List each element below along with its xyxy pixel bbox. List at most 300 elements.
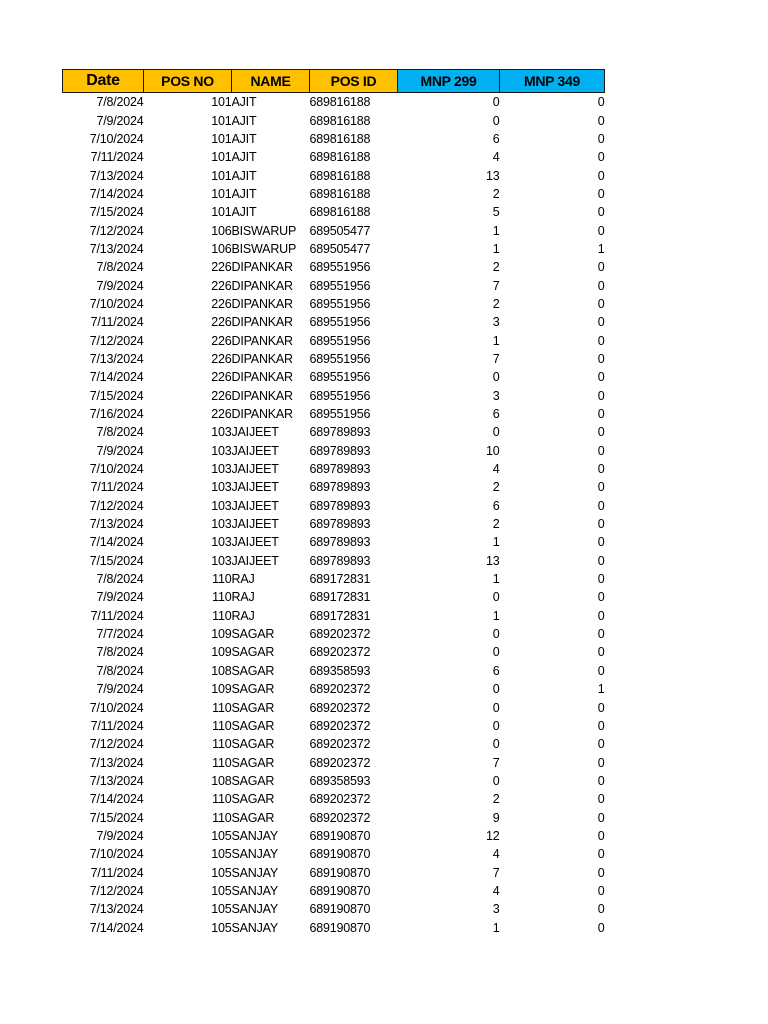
table-row xyxy=(63,515,605,533)
name-cell[interactable]: DIPANKAR xyxy=(231,260,293,275)
date-cell[interactable]: 7/10/2024 xyxy=(89,847,144,862)
name-cell[interactable]: JAIJEET xyxy=(231,425,279,440)
date-cell[interactable]: 7/10/2024 xyxy=(89,131,144,146)
name-cell[interactable]: SANJAY xyxy=(231,902,278,917)
name-cell[interactable]: DIPANKAR xyxy=(231,407,293,422)
mnp-299-cell[interactable]: 0 xyxy=(492,773,500,788)
mnp-349-cell[interactable]: 0 xyxy=(597,553,605,568)
pos-id-cell[interactable]: 689816188 xyxy=(309,205,371,220)
pos-id-cell[interactable]: 689190870 xyxy=(309,865,371,880)
pos-id-cell[interactable]: 689551956 xyxy=(309,278,371,293)
mnp-299-cell[interactable]: 10 xyxy=(485,443,500,458)
pos-no-cell[interactable]: 101 xyxy=(211,168,232,183)
mnp-349-cell[interactable]: 0 xyxy=(597,388,605,403)
pos-id-cell[interactable]: 689172831 xyxy=(309,590,371,605)
mnp-299-cell[interactable]: 13 xyxy=(485,553,500,568)
date-cell[interactable]: 7/9/2024 xyxy=(96,682,144,697)
mnp-349-cell[interactable]: 0 xyxy=(597,792,605,807)
mnp-299-cell[interactable]: 2 xyxy=(492,517,500,532)
pos-id-cell[interactable]: 689551956 xyxy=(309,296,371,311)
mnp-299-cell[interactable]: 0 xyxy=(492,95,500,110)
table-row xyxy=(63,442,605,460)
name-cell[interactable]: JAIJEET xyxy=(231,553,279,568)
mnp-349-cell[interactable]: 0 xyxy=(597,828,605,843)
mnp-299-cell[interactable]: 3 xyxy=(492,315,500,330)
pos-no-cell[interactable]: 101 xyxy=(211,113,232,128)
mnp-299-cell[interactable]: 2 xyxy=(492,260,500,275)
pos-id-cell[interactable]: 689172831 xyxy=(309,572,371,587)
pos-no-cell[interactable]: 105 xyxy=(211,920,232,935)
mnp-349-cell[interactable]: 0 xyxy=(597,113,605,128)
table-row xyxy=(63,662,605,680)
name-cell[interactable]: AJIT xyxy=(231,186,257,201)
pos-no-cell[interactable]: 105 xyxy=(211,828,232,843)
mnp-299-cell[interactable]: 0 xyxy=(492,700,500,715)
mnp-349-cell[interactable]: 0 xyxy=(597,773,605,788)
pos-no-cell[interactable]: 226 xyxy=(211,278,232,293)
mnp-349-cell[interactable]: 0 xyxy=(597,572,605,587)
pos-id-cell[interactable]: 689551956 xyxy=(309,351,371,366)
date-cell[interactable]: 7/11/2024 xyxy=(90,150,144,165)
name-cell[interactable]: SANJAY xyxy=(231,883,278,898)
pos-no-cell[interactable]: 226 xyxy=(211,260,232,275)
date-cell[interactable]: 7/10/2024 xyxy=(89,700,144,715)
name-cell[interactable]: JAIJEET xyxy=(231,498,279,513)
pos-id-cell[interactable]: 689202372 xyxy=(309,682,371,697)
pos-no-cell[interactable]: 103 xyxy=(211,480,232,495)
mnp-299-cell[interactable]: 1 xyxy=(492,241,500,256)
pos-id-cell[interactable]: 689789893 xyxy=(309,462,371,477)
pos-id-cell[interactable]: 689202372 xyxy=(309,810,371,825)
pos-no-cell[interactable]: 108 xyxy=(211,773,232,788)
name-cell[interactable]: RAJ xyxy=(231,608,255,623)
date-cell[interactable]: 7/16/2024 xyxy=(89,407,144,422)
date-cell[interactable]: 7/13/2024 xyxy=(89,351,144,366)
name-cell[interactable]: DIPANKAR xyxy=(231,333,293,348)
mnp-349-cell[interactable]: 0 xyxy=(597,627,605,642)
date-cell[interactable]: 7/14/2024 xyxy=(89,370,144,385)
pos-id-cell[interactable]: 689816188 xyxy=(309,186,371,201)
name-cell[interactable]: SAGAR xyxy=(231,700,275,715)
pos-id-cell[interactable]: 689789893 xyxy=(309,535,371,550)
table-row xyxy=(63,166,605,184)
date-cell[interactable]: 7/8/2024 xyxy=(96,95,144,110)
mnp-349-cell[interactable]: 0 xyxy=(597,865,605,880)
mnp-299-cell[interactable]: 9 xyxy=(492,810,500,825)
date-cell[interactable]: 7/14/2024 xyxy=(89,186,144,201)
mnp-349-cell[interactable]: 0 xyxy=(597,131,605,146)
mnp-299-cell[interactable]: 1 xyxy=(492,608,500,623)
date-cell[interactable]: 7/11/2024 xyxy=(90,608,144,623)
mnp-349-cell[interactable]: 0 xyxy=(597,315,605,330)
table-row xyxy=(63,240,605,258)
name-cell[interactable]: DIPANKAR xyxy=(231,351,293,366)
pos-no-cell[interactable]: 110 xyxy=(212,810,232,825)
name-cell[interactable]: AJIT xyxy=(231,95,257,110)
name-cell[interactable]: DIPANKAR xyxy=(231,315,293,330)
mnp-299-cell[interactable]: 1 xyxy=(492,333,500,348)
name-cell[interactable]: SANJAY xyxy=(231,920,278,935)
mnp-299-cell[interactable]: 4 xyxy=(492,847,500,862)
pos-id-cell[interactable]: 689190870 xyxy=(309,920,371,935)
mnp-349-cell[interactable]: 0 xyxy=(597,407,605,422)
pos-no-cell[interactable]: 226 xyxy=(211,296,232,311)
date-cell[interactable]: 7/12/2024 xyxy=(89,737,144,752)
pos-no-cell[interactable]: 226 xyxy=(211,388,232,403)
name-cell[interactable]: SANJAY xyxy=(231,847,278,862)
name-cell[interactable]: SAGAR xyxy=(231,718,275,733)
name-cell[interactable]: SAGAR xyxy=(231,627,275,642)
name-cell[interactable]: SAGAR xyxy=(231,792,275,807)
mnp-299-cell[interactable]: 4 xyxy=(492,883,500,898)
pos-no-cell[interactable]: 101 xyxy=(211,150,232,165)
mnp-299-cell[interactable]: 4 xyxy=(492,150,500,165)
name-cell[interactable]: AJIT xyxy=(231,113,257,128)
mnp-299-cell[interactable]: 5 xyxy=(492,205,500,220)
name-cell[interactable]: RAJ xyxy=(231,572,255,587)
mnp-349-cell[interactable]: 0 xyxy=(597,333,605,348)
pos-id-cell[interactable]: 689789893 xyxy=(309,553,371,568)
mnp-349-cell[interactable]: 0 xyxy=(597,443,605,458)
pos-id-cell[interactable]: 689358593 xyxy=(309,663,371,678)
name-cell[interactable]: SAGAR xyxy=(231,755,275,770)
mnp-349-cell[interactable]: 0 xyxy=(597,498,605,513)
name-cell[interactable]: SANJAY xyxy=(231,865,278,880)
mnp-349-cell[interactable]: 0 xyxy=(597,847,605,862)
pos-id-cell[interactable]: 689172831 xyxy=(309,608,371,623)
name-cell[interactable]: JAIJEET xyxy=(231,480,279,495)
date-cell[interactable]: 7/11/2024 xyxy=(90,315,144,330)
mnp-299-cell[interactable]: 1 xyxy=(492,223,500,238)
date-cell[interactable]: 7/9/2024 xyxy=(96,278,144,293)
mnp-349-cell[interactable]: 0 xyxy=(597,608,605,623)
mnp-299-cell[interactable]: 2 xyxy=(492,186,500,201)
mnp-349-cell[interactable]: 1 xyxy=(597,241,605,256)
name-cell[interactable]: SANJAY xyxy=(231,828,278,843)
pos-id-cell[interactable]: 689505477 xyxy=(309,223,371,238)
pos-no-cell[interactable]: 109 xyxy=(211,645,232,660)
table-row xyxy=(63,717,605,735)
date-cell[interactable]: 7/15/2024 xyxy=(89,205,144,220)
pos-id-cell[interactable]: 689551956 xyxy=(309,407,371,422)
mnp-299-cell[interactable]: 0 xyxy=(492,645,500,660)
mnp-299-cell[interactable]: 4 xyxy=(492,462,500,477)
mnp-299-cell[interactable]: 3 xyxy=(492,388,500,403)
mnp-299-cell[interactable]: 7 xyxy=(492,278,500,293)
mnp-299-cell[interactable]: 0 xyxy=(492,370,500,385)
header-mnp-349[interactable]: MNP 349 xyxy=(500,70,605,93)
table-row xyxy=(63,130,605,148)
date-cell[interactable]: 7/13/2024 xyxy=(89,755,144,770)
pos-no-cell[interactable]: 226 xyxy=(211,333,232,348)
date-cell[interactable]: 7/9/2024 xyxy=(96,113,144,128)
pos-id-cell[interactable]: 689551956 xyxy=(309,315,371,330)
header-date[interactable]: Date xyxy=(63,70,144,93)
mnp-349-cell[interactable]: 0 xyxy=(597,480,605,495)
pos-no-cell[interactable]: 103 xyxy=(211,517,232,532)
pos-no-cell[interactable]: 110 xyxy=(212,590,232,605)
pos-id-cell[interactable]: 689202372 xyxy=(309,627,371,642)
date-cell[interactable]: 7/12/2024 xyxy=(89,333,144,348)
pos-id-cell[interactable]: 689202372 xyxy=(309,755,371,770)
date-cell[interactable]: 7/12/2024 xyxy=(89,883,144,898)
pos-no-cell[interactable]: 110 xyxy=(212,572,232,587)
name-cell[interactable]: BISWARUP xyxy=(231,241,297,256)
name-cell[interactable]: AJIT xyxy=(231,131,257,146)
pos-id-cell[interactable]: 689358593 xyxy=(309,773,371,788)
mnp-299-cell[interactable]: 6 xyxy=(492,131,500,146)
pos-id-cell[interactable]: 689789893 xyxy=(309,480,371,495)
pos-id-cell[interactable]: 689816188 xyxy=(309,95,371,110)
mnp-299-cell[interactable]: 13 xyxy=(485,168,500,183)
header-pos-id[interactable]: POS ID xyxy=(310,70,398,93)
mnp-299-cell[interactable]: 2 xyxy=(492,792,500,807)
pos-no-cell[interactable]: 110 xyxy=(212,755,232,770)
pos-no-cell[interactable]: 103 xyxy=(211,443,232,458)
mnp-299-cell[interactable]: 2 xyxy=(492,480,500,495)
pos-id-cell[interactable]: 689816188 xyxy=(309,113,371,128)
mnp-349-cell[interactable]: 0 xyxy=(597,425,605,440)
mnp-299-cell[interactable]: 3 xyxy=(492,902,500,917)
name-cell[interactable]: JAIJEET xyxy=(231,535,279,550)
pos-no-cell[interactable]: 101 xyxy=(211,131,232,146)
header-name[interactable]: NAME xyxy=(232,70,310,93)
pos-no-cell[interactable]: 226 xyxy=(211,315,232,330)
mnp-299-cell[interactable]: 0 xyxy=(492,113,500,128)
pos-id-cell[interactable]: 689202372 xyxy=(309,700,371,715)
name-cell[interactable]: SAGAR xyxy=(231,773,275,788)
mnp-349-cell[interactable]: 0 xyxy=(597,883,605,898)
mnp-349-cell[interactable]: 0 xyxy=(597,737,605,752)
pos-no-cell[interactable]: 108 xyxy=(211,663,232,678)
pos-id-cell[interactable]: 689789893 xyxy=(309,517,371,532)
mnp-299-cell[interactable]: 1 xyxy=(492,572,500,587)
date-cell[interactable]: 7/11/2024 xyxy=(90,480,144,495)
date-cell[interactable]: 7/10/2024 xyxy=(89,296,144,311)
mnp-349-cell[interactable]: 0 xyxy=(597,755,605,770)
pos-id-cell[interactable]: 689551956 xyxy=(309,333,371,348)
name-cell[interactable]: AJIT xyxy=(231,168,257,183)
date-cell[interactable]: 7/8/2024 xyxy=(96,645,144,660)
date-cell[interactable]: 7/7/2024 xyxy=(96,627,144,642)
mnp-349-cell[interactable]: 0 xyxy=(597,517,605,532)
mnp-349-cell[interactable]: 0 xyxy=(597,168,605,183)
name-cell[interactable]: DIPANKAR xyxy=(231,278,293,293)
date-cell[interactable]: 7/12/2024 xyxy=(89,223,144,238)
mnp-349-cell[interactable]: 0 xyxy=(597,223,605,238)
name-cell[interactable]: SAGAR xyxy=(231,645,275,660)
mnp-349-cell[interactable]: 0 xyxy=(597,205,605,220)
name-cell[interactable]: DIPANKAR xyxy=(231,296,293,311)
date-cell[interactable]: 7/9/2024 xyxy=(96,828,144,843)
mnp-349-cell[interactable]: 0 xyxy=(597,186,605,201)
mnp-299-cell[interactable]: 7 xyxy=(492,865,500,880)
date-cell[interactable]: 7/13/2024 xyxy=(89,902,144,917)
date-cell[interactable]: 7/13/2024 xyxy=(89,241,144,256)
mnp-349-cell[interactable]: 0 xyxy=(597,920,605,935)
date-cell[interactable]: 7/11/2024 xyxy=(90,718,144,733)
date-cell[interactable]: 7/14/2024 xyxy=(89,535,144,550)
date-cell[interactable]: 7/14/2024 xyxy=(89,792,144,807)
name-cell[interactable]: JAIJEET xyxy=(231,517,279,532)
pos-no-cell[interactable]: 105 xyxy=(211,865,232,880)
pos-id-cell[interactable]: 689190870 xyxy=(309,883,371,898)
date-cell[interactable]: 7/15/2024 xyxy=(89,553,144,568)
name-cell[interactable]: SAGAR xyxy=(231,737,275,752)
mnp-299-cell[interactable]: 6 xyxy=(492,407,500,422)
mnp-349-cell[interactable]: 0 xyxy=(597,810,605,825)
pos-no-cell[interactable]: 103 xyxy=(211,498,232,513)
name-cell[interactable]: SAGAR xyxy=(231,663,275,678)
date-cell[interactable]: 7/12/2024 xyxy=(89,498,144,513)
header-mnp-299[interactable]: MNP 299 xyxy=(398,70,500,93)
header-row xyxy=(63,70,605,93)
date-cell[interactable]: 7/13/2024 xyxy=(89,517,144,532)
mnp-349-cell[interactable]: 0 xyxy=(597,663,605,678)
date-cell[interactable]: 7/15/2024 xyxy=(89,388,144,403)
mnp-299-cell[interactable]: 1 xyxy=(492,535,500,550)
pos-id-cell[interactable]: 689190870 xyxy=(309,828,371,843)
mnp-349-cell[interactable]: 0 xyxy=(597,260,605,275)
table-row xyxy=(63,93,605,112)
mnp-349-cell[interactable]: 0 xyxy=(597,718,605,733)
mnp-349-cell[interactable]: 0 xyxy=(597,645,605,660)
header-pos-no[interactable]: POS NO xyxy=(144,70,232,93)
pos-no-cell[interactable]: 103 xyxy=(211,425,232,440)
mnp-299-cell[interactable]: 0 xyxy=(492,425,500,440)
mnp-349-cell[interactable]: 0 xyxy=(597,590,605,605)
pos-no-cell[interactable]: 103 xyxy=(211,553,232,568)
name-cell[interactable]: SAGAR xyxy=(231,810,275,825)
pos-no-cell[interactable]: 110 xyxy=(212,608,232,623)
date-cell[interactable]: 7/15/2024 xyxy=(89,810,144,825)
table-row xyxy=(63,258,605,276)
date-cell[interactable]: 7/8/2024 xyxy=(96,572,144,587)
name-cell[interactable]: BISWARUP xyxy=(231,223,297,238)
pos-no-cell[interactable]: 103 xyxy=(211,535,232,550)
mnp-299-cell[interactable]: 0 xyxy=(492,737,500,752)
pos-no-cell[interactable]: 103 xyxy=(211,462,232,477)
pos-no-cell[interactable]: 105 xyxy=(211,902,232,917)
pos-id-cell[interactable]: 689551956 xyxy=(309,260,371,275)
name-cell[interactable]: JAIJEET xyxy=(231,443,279,458)
date-cell[interactable]: 7/14/2024 xyxy=(89,920,144,935)
table-row xyxy=(63,552,605,570)
pos-no-cell[interactable]: 109 xyxy=(211,682,232,697)
pos-id-cell[interactable]: 689202372 xyxy=(309,792,371,807)
pos-no-cell[interactable]: 110 xyxy=(212,737,232,752)
mnp-299-cell[interactable]: 0 xyxy=(492,682,500,697)
date-cell[interactable]: 7/8/2024 xyxy=(96,425,144,440)
name-cell[interactable]: DIPANKAR xyxy=(231,370,293,385)
table-row xyxy=(63,148,605,166)
pos-no-cell[interactable]: 110 xyxy=(212,700,232,715)
pos-id-cell[interactable]: 689190870 xyxy=(309,902,371,917)
mnp-299-cell[interactable]: 12 xyxy=(485,828,500,843)
mnp-349-cell[interactable]: 0 xyxy=(597,351,605,366)
pos-id-cell[interactable]: 689551956 xyxy=(309,388,371,403)
pos-id-cell[interactable]: 689551956 xyxy=(309,370,371,385)
pos-no-cell[interactable]: 101 xyxy=(211,186,232,201)
pos-no-cell[interactable]: 105 xyxy=(211,847,232,862)
date-cell[interactable]: 7/8/2024 xyxy=(96,663,144,678)
mnp-299-cell[interactable]: 0 xyxy=(492,627,500,642)
pos-no-cell[interactable]: 101 xyxy=(211,205,232,220)
mnp-349-cell[interactable]: 1 xyxy=(597,682,605,697)
pos-no-cell[interactable]: 106 xyxy=(211,223,232,238)
pos-id-cell[interactable]: 689789893 xyxy=(309,425,371,440)
mnp-349-cell[interactable]: 0 xyxy=(597,462,605,477)
name-cell[interactable]: AJIT xyxy=(231,150,257,165)
name-cell[interactable]: JAIJEET xyxy=(231,462,279,477)
date-cell[interactable]: 7/13/2024 xyxy=(89,773,144,788)
date-cell[interactable]: 7/9/2024 xyxy=(96,590,144,605)
table-header xyxy=(63,70,605,93)
mnp-349-cell[interactable]: 0 xyxy=(597,370,605,385)
name-cell[interactable]: DIPANKAR xyxy=(231,388,293,403)
mnp-349-cell[interactable]: 0 xyxy=(597,535,605,550)
mnp-299-cell[interactable]: 6 xyxy=(492,498,500,513)
mnp-299-cell[interactable]: 0 xyxy=(492,718,500,733)
mnp-299-cell[interactable]: 1 xyxy=(492,920,500,935)
mnp-349-cell[interactable]: 0 xyxy=(597,902,605,917)
mnp-299-cell[interactable]: 0 xyxy=(492,590,500,605)
date-cell[interactable]: 7/8/2024 xyxy=(96,260,144,275)
pos-no-cell[interactable]: 226 xyxy=(211,370,232,385)
pos-no-cell[interactable]: 109 xyxy=(211,627,232,642)
pos-id-cell[interactable]: 689789893 xyxy=(309,498,371,513)
pos-no-cell[interactable]: 110 xyxy=(212,718,232,733)
pos-id-cell[interactable]: 689816188 xyxy=(309,150,371,165)
pos-no-cell[interactable]: 110 xyxy=(212,792,232,807)
pos-id-cell[interactable]: 689789893 xyxy=(309,443,371,458)
date-cell[interactable]: 7/10/2024 xyxy=(89,462,144,477)
date-cell[interactable]: 7/13/2024 xyxy=(89,168,144,183)
date-cell[interactable]: 7/11/2024 xyxy=(90,865,144,880)
pos-id-cell[interactable]: 689190870 xyxy=(309,847,371,862)
mnp-349-cell[interactable]: 0 xyxy=(597,700,605,715)
name-cell[interactable]: RAJ xyxy=(231,590,255,605)
table-row xyxy=(63,918,605,936)
name-cell[interactable]: SAGAR xyxy=(231,682,275,697)
pos-no-cell[interactable]: 226 xyxy=(211,351,232,366)
mnp-349-cell[interactable]: 0 xyxy=(597,95,605,110)
mnp-349-cell[interactable]: 0 xyxy=(597,278,605,293)
pos-no-cell[interactable]: 105 xyxy=(211,883,232,898)
pos-id-cell[interactable]: 689202372 xyxy=(309,718,371,733)
name-cell[interactable]: AJIT xyxy=(231,205,257,220)
mnp-349-cell[interactable]: 0 xyxy=(597,150,605,165)
pos-no-cell[interactable]: 226 xyxy=(211,407,232,422)
mnp-299-cell[interactable]: 7 xyxy=(492,755,500,770)
pos-no-cell[interactable]: 106 xyxy=(211,241,232,256)
table-row xyxy=(63,607,605,625)
table-row xyxy=(63,900,605,918)
mnp-299-cell[interactable]: 7 xyxy=(492,351,500,366)
table-row xyxy=(63,753,605,771)
pos-sales-table xyxy=(62,69,605,937)
pos-id-cell[interactable]: 689505477 xyxy=(309,241,371,256)
date-cell[interactable]: 7/9/2024 xyxy=(96,443,144,458)
pos-no-cell[interactable]: 101 xyxy=(211,95,232,110)
pos-id-cell[interactable]: 689816188 xyxy=(309,131,371,146)
pos-id-cell[interactable]: 689202372 xyxy=(309,645,371,660)
mnp-349-cell[interactable]: 0 xyxy=(597,296,605,311)
pos-id-cell[interactable]: 689202372 xyxy=(309,737,371,752)
pos-id-cell[interactable]: 689816188 xyxy=(309,168,371,183)
mnp-299-cell[interactable]: 2 xyxy=(492,296,500,311)
mnp-299-cell[interactable]: 6 xyxy=(492,663,500,678)
